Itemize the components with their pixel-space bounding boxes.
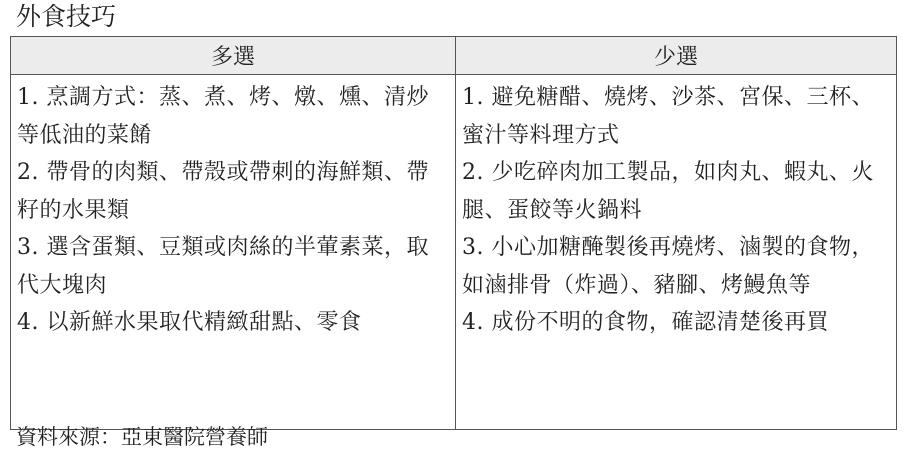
list-item: 3. 選含蛋類、豆類或肉絲的半葷素菜，取代大塊肉 [17, 235, 429, 298]
column-header-less: 少選 [456, 37, 897, 75]
table-row [11, 75, 897, 430]
list-item: 4. 以新鮮水果取代精緻甜點、零食 [17, 310, 362, 335]
page-title: 外食技巧 [16, 2, 117, 31]
list-item: 1. 烹調方式：蒸、煮、烤、燉、燻、清炒等低油的菜餚 [17, 85, 429, 148]
fewer-choices-cell [456, 75, 897, 430]
list-item: 2. 帶骨的肉類、帶殼或帶刺的海鮮類、帶籽的水果類 [17, 160, 429, 223]
fewer-choices-list [462, 79, 890, 342]
more-choices-list [17, 79, 449, 342]
source-note: 資料來源：亞東醫院營養師 [16, 425, 268, 449]
list-item: 3. 小心加糖醃製後再燒烤、滷製的食物，如滷排骨（炸過）、豬腳、烤鰻魚等 [462, 235, 874, 298]
list-item: 2. 少吃碎肉加工製品，如肉丸、蝦丸、火腿、蛋餃等火鍋料 [462, 160, 874, 223]
eating-out-tips-table [10, 36, 897, 430]
more-choices-cell [11, 75, 456, 430]
table-header-row [11, 37, 897, 75]
column-header-more: 多選 [11, 37, 456, 75]
list-item: 4. 成份不明的食物，確認清楚後再買 [462, 310, 829, 335]
list-item: 1. 避免糖醋、燒烤、沙茶、宮保、三杯、蜜汁等料理方式 [462, 85, 874, 148]
